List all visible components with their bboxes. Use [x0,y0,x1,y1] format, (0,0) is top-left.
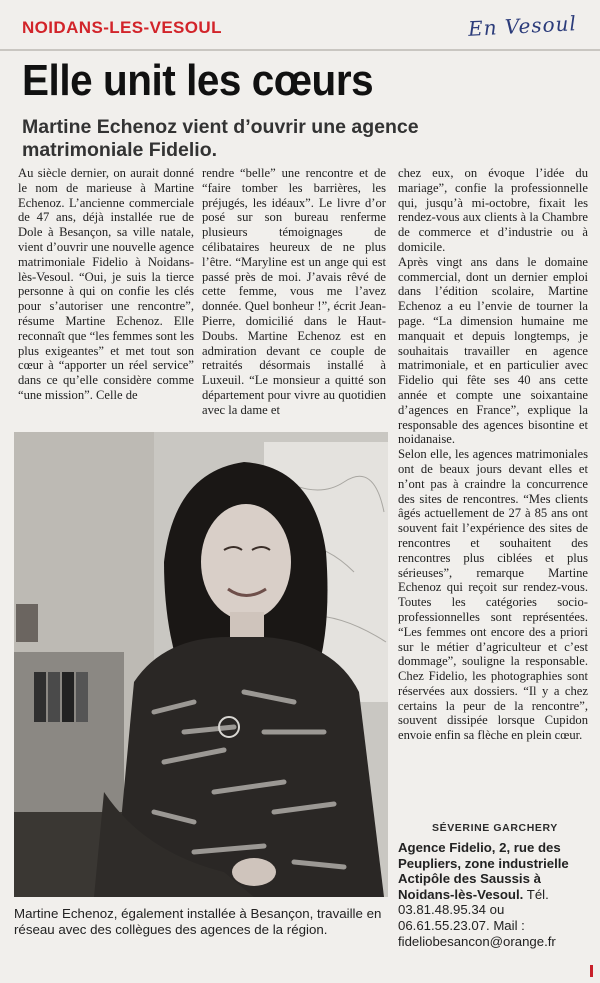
article-column-3 [398,166,588,743]
contact-details: Tél. 03.81.48.95.34 ou 06.61.55.23.07. Mail : fideliobesancon@orange.fr [398,886,556,949]
contact-address: Agence Fidelio, 2, rue des Peupliers, zone industrielle Actipôle des Saussis à Noidans-lès-Vesoul. [398,840,569,902]
column-3-paragraph-3: Selon elle, les agences matrimoniales ont de beaux jours devant elles et n’ont pas à craindre la concurrence des sites de rencontres. “Mes clients âgés actuellement de 27 à 85 ans ont souvent fait l’expérience des sites de rencontres et souhaitent des rencontres plus ciblées et plus sérieuses”, remarque Martine Echenoz qui reçoit sur rendez-vous. Toutes les catégories socio-professionnelles sont représentées. “Les femmes ont encore des a priori sur le métier d’agriculteur et c’est dommage”, souligne la responsable. Chez Fidelio, les photographies sont réservées aux dossiers. “Il y a chez certains la peur de la rencontre”, souvent dissipée lorsque Cupidon envoie enfin sa flèche en plein cœur. [398,447,588,743]
section-label: NOIDANS-LES-VESOUL [22,18,222,37]
header-rule [0,49,600,51]
portrait-photo [14,432,388,897]
article-column-1 [18,166,194,403]
author-byline: SÉVERINE GARCHERY [432,822,558,834]
column-3-paragraph-1: chez eux, on évoque l’idée du mariage”, confie la professionnelle qui, jusqu’à mi-octobre, fixait les rendez-vous aux clients à la Chambre de commerce et d’industrie ou à domicile. [398,166,588,254]
column-3-paragraph-2: Après vingt ans dans le domaine commercial, dont un dernier emploi dans l’édition scolaire, Martine Echenoz a eu l’envie de tourner la page. “La dimension humaine me manquait et depuis longtemps, je souhaitais travailler en agence matrimoniale, et en particulier avec Fidelio qui fête ses 40 ans cette année et compte une soixantaine d’agences en France”, explique la responsable des agences bisontine et noidanaise. [398,254,588,447]
portrait-illustration [14,432,388,897]
column-1-text: Au siècle dernier, on aurait donné le nom de marieuse à Martine Echenoz. L’ancienne commerciale de 47 ans, déjà installée rue de Dole à Besançon, sa ville natale, vient d’ouvrir une nouvelle agence matrimoniale Fidelio à Noidans-lès-Vesoul. “Oui, je suis la tierce personne à qui on confie les clés pour s’autoriser une rencontre”, résume Martine Echenoz. Elle reconnaît que “les femmes sont les plus exigeantes” et met tout son cœur à “apporter un réel service” dans ce qu’elle considère comme “une mission”. Celle de [18,166,194,402]
article-column-2 [202,166,386,418]
photo-caption: Martine Echenoz, également installée à Besançon, travaille en réseau avec des collègues des agences de la région. [14,906,382,937]
article-headline: Elle unit les cœurs [22,56,374,105]
contact-box [398,840,588,949]
article-subtitle: Martine Echenoz vient d’ouvrir une agence matrimoniale Fidelio. [22,116,419,161]
column-2-text: rendre “belle” une rencontre et de “faire tomber les barrières, les préjugés, les idéaux”. Le livre d’or posé sur son bureau renferme plusieurs témoignages de célibataires heureux de ne plus l’être. “Maryline est un ange qui est passé près de moi. J’avais rêvé de cette femme, vous me l’avez donnée. Quel bonheur !”, écrit Jean-Pierre, domicilié dans le Haut-Doubs. Martine Echenoz est en admiration devant ce couple de retraités désormais installé à Luxeuil. “Le monsieur a quitté son département pour vivre au quotidien avec la dame et [202,166,386,417]
corner-marker [590,965,593,977]
handwritten-note: En Vesoul [467,11,578,41]
